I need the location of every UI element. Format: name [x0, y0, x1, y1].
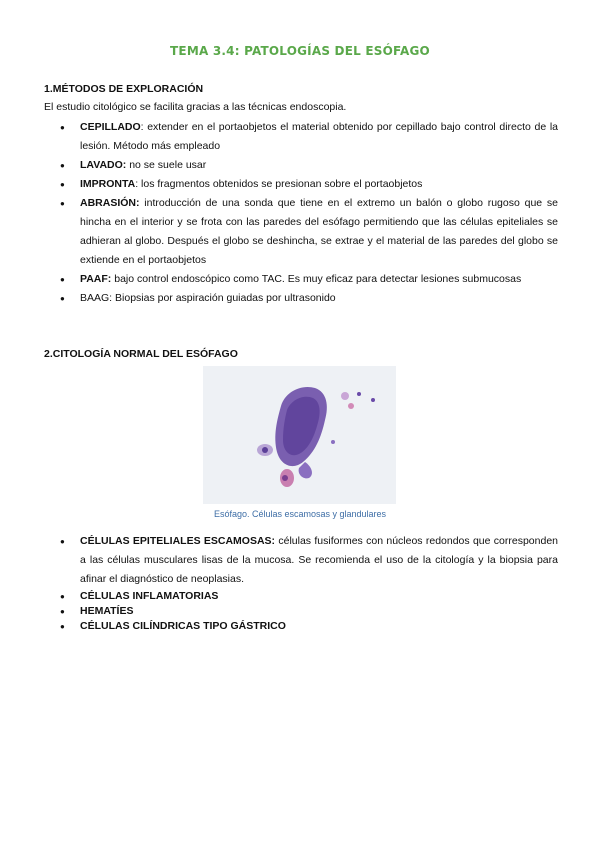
figure-caption: Esófago. Células escamosas y glandulares [213, 509, 387, 519]
list-item: ● CEPILLADO: extender en el portaobjetos el material obtenido por cepillado bajo control directo de la lesión. Método más empleado [44, 118, 558, 156]
list-item: ● BAAG: Biopsias por aspiración guiadas por ultrasonido [44, 289, 558, 308]
list-item: ● HEMATÍES [44, 604, 558, 619]
list-item: ● CÉLULAS CILÍNDRICAS TIPO GÁSTRICO [44, 619, 558, 634]
section1-intro: El estudio citológico se facilita gracias a las técnicas endoscopia. [44, 101, 347, 113]
list-item: ● ABRASIÓN: introducción de una sonda que tiene en el extremo un balón o globo rugoso que se hincha en el interior y se frota con las paredes del esófago permitiendo que las células epiteliales se adhieran al globo. Después el globo se deshincha, se extrae y el material de las paredes del globo se extiende en el portaobjetos [44, 194, 558, 270]
cytology-micrograph [203, 366, 396, 504]
list-item: ● IMPRONTA: los fragmentos obtenidos se presionan sobre el portaobjetos [44, 175, 558, 194]
cytology-image [203, 366, 396, 504]
document-title: TEMA 3.4: PATOLOGÍAS DEL ESÓFAGO [170, 44, 430, 58]
list-item: ● CÉLULAS INFLAMATORIAS [44, 589, 558, 604]
section2-heading: 2.CITOLOGÍA NORMAL DEL ESÓFAGO [44, 348, 238, 360]
list-item: ● LAVADO: no se suele usar [44, 156, 558, 175]
section2-list [44, 532, 558, 634]
section1-list [44, 118, 558, 308]
list-item: ● PAAF: bajo control endoscópico como TAC. Es muy eficaz para detectar lesiones submucosas [44, 270, 558, 289]
list-item: ● CÉLULAS EPITELIALES ESCAMOSAS: células fusiformes con núcleos redondos que corresponden a las células musculares lisas de la mucosa. Se recomienda el uso de la citología y la biopsia para afinar el diagnóstico de neoplasias. [44, 532, 558, 589]
section1-heading: 1.MÉTODOS DE EXPLORACIÓN [44, 83, 204, 95]
